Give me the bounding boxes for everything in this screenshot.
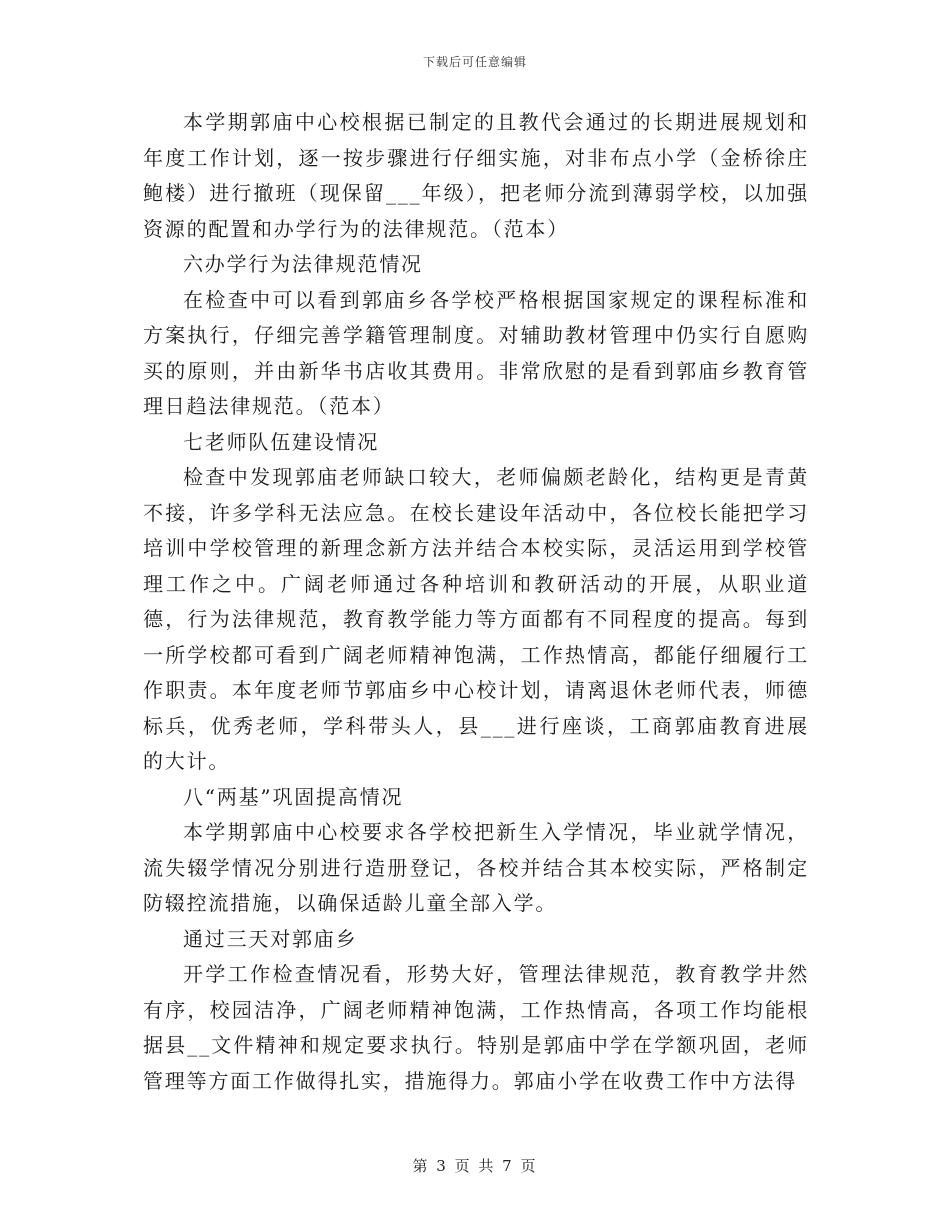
paragraph-teacher-team: 检查中发现郭庙老师缺口较大，老师偏颇老龄化，结构更是青黄不接，许多学科无法应急。在校长建设年活动中，各位校长能把学习培训中学校管理的新理念新方法并结合本校实际，灵活运用到学校管理工作之中。广阔老师通过各种培训和教研活动的开展，从职业道德，行为法律规范，教育教学能力等方面都有不同程度的提高。每到一所学校都可看到广阔老师精神饱满，工作热情高，都能仔细履行工作职责。本年度老师节郭庙乡中心校计划，请离退休老师代表，师德标兵，优秀老师，学科带头人，县___进行座谈，工商郭庙教育进展的大计。 xyxy=(143,465,809,773)
page-header-note: 下载后可任意编辑 xyxy=(422,55,527,69)
section-heading-7: 七老师队伍建设情况 xyxy=(183,429,380,454)
paragraph-school-conduct: 在检查中可以看到郭庙乡各学校严格根据国家规定的课程标准和方案执行，仔细完善学籍管理制度。对辅助教材管理中仍实行自愿购买的原则，并由新华书店收其费用。非常欣慰的是看到郭庙乡教育管理日趋法律规范。（范本） xyxy=(143,287,809,418)
paragraph-inspection-summary: 开学工作检查情况看，形势大好，管理法律规范，教育教学井然有序，校园洁净，广阔老师精神饱满，工作热情高，各项工作均能根据县__文件精神和规定要求执行。特别是郭庙中学在学额巩固，老师管理等方面工作做得扎实，措施得力。郭庙小学在收费工作中方法得 xyxy=(143,962,809,1093)
document-body xyxy=(143,105,809,1099)
paragraph-enrollment: 本学期郭庙中心校要求各学校把新生入学情况，毕业就学情况，流失辍学情况分别进行造册登记，各校并结合其本校实际，严格制定防辍控流措施，以确保适龄儿童全部入学。 xyxy=(143,820,809,915)
paragraph-school-plan: 本学期郭庙中心校根据已制定的且教代会通过的长期进展规划和年度工作计划，逐一按步骤进行仔细实施，对非布点小学（金桥徐庄鲍楼）进行撤班（现保留___年级），把老师分流到薄弱学校，以加强资源的配置和办学行为的法律规范。（范本） xyxy=(143,110,809,241)
paragraph-inspection-lead: 通过三天对郭庙乡 xyxy=(183,926,358,951)
page-number: 第 3 页 共 7 页 xyxy=(412,1157,538,1175)
section-heading-8: 八“两基”巩固提高情况 xyxy=(183,784,404,809)
section-heading-6: 六办学行为法律规范情况 xyxy=(183,252,423,276)
